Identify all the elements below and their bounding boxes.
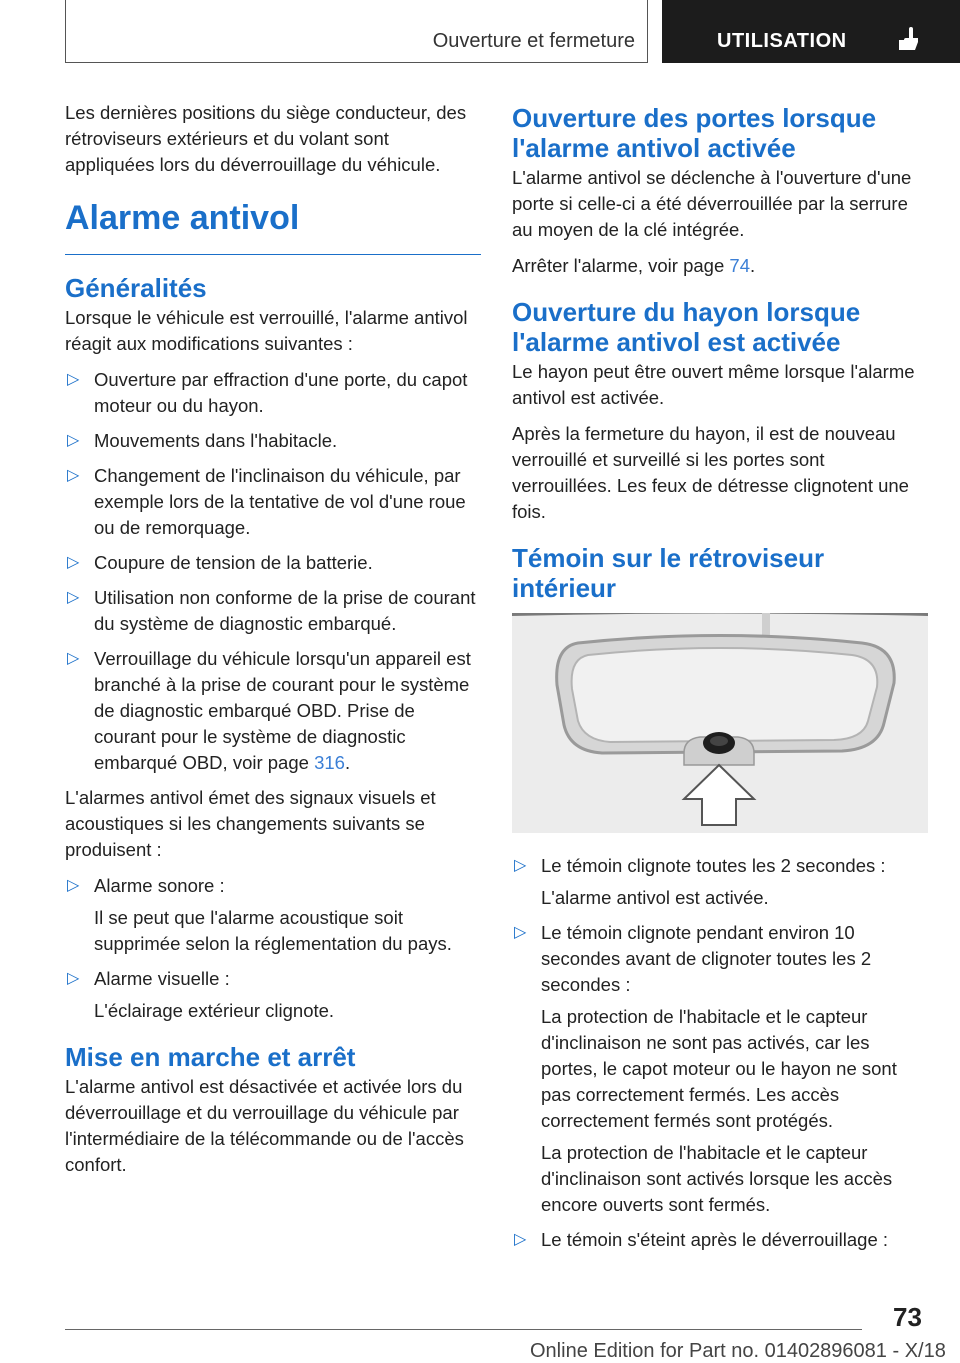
- list-item: ▷ Verrouillage du véhicule lorsqu'un appareil est branché à la prise de courant pour le système de diagnostic embarqué OBD. Prise de courant pour le système de diagnostic embarqué OBD, voir page 316.: [67, 648, 471, 773]
- item2-text-1: La protection de l'habitacle et le capteur d'inclinaison ne sont pas activés, car les portes, le capot moteur ou le hayon ne sont pas correctement fermés. Les accès correctement fermés sont protégés.: [541, 1006, 897, 1131]
- list-item: ▷ Le témoin clignote toutes les 2 secondes : L'alarme antivol est activée.: [512, 853, 928, 911]
- pointing-hand-icon: [895, 26, 921, 52]
- temoin-list: [512, 853, 928, 1253]
- intro-paragraph: Les dernières positions du siège conducteur, des rétroviseurs extérieurs et du volant sont appliquées lors du déverrouillage du véhicule.: [65, 102, 467, 175]
- page-link-74[interactable]: 74: [729, 255, 750, 276]
- heading-ouverture-portes: Ouverture des portes lorsque l'alarme antivol activée: [512, 103, 877, 163]
- header-chapter-tab: [662, 0, 960, 63]
- list-item: ▷ Le témoin clignote pendant environ 10 secondes avant de clignoter toutes les 2 secondes : La protection de l'habitacle et le capteur d'inclinaison ne sont pas activés, car les portes, le capot moteur ou le hayon ne sont pas correctement fermés. Les accès correctement fermés sont protégés. La protection de l'habitacle et le capteur d'inclinaison sont activés lorsque les accès encore ouverts sont fermés.: [512, 920, 928, 1218]
- heading-generalites: Généralités: [65, 273, 207, 303]
- list-item: ▷ Alarme sonore : Il se peut que l'alarme acoustique soit supprimée selon la réglementation du pays.: [65, 873, 481, 957]
- triangle-bullet-icon: ▷: [67, 467, 80, 484]
- triangle-bullet-icon: ▷: [67, 589, 80, 606]
- triangle-bullet-icon: ▷: [67, 877, 80, 894]
- hayon-text-1: Le hayon peut être ouvert même lorsque l'alarme antivol est activée.: [512, 361, 915, 408]
- footer-divider: [65, 1329, 862, 1330]
- triangle-bullet-icon: ▷: [67, 650, 80, 667]
- hayon-text-2: Après la fermeture du hayon, il est de nouveau verrouillé et surveillé si les portes sont verrouillées. Les feux de détresse clignotent une fois.: [512, 423, 909, 522]
- alarm-list: [65, 873, 481, 1024]
- list-item: ▷ Mouvements dans l'habitacle.: [65, 428, 481, 454]
- list-item: ▷ Alarme visuelle : L'éclairage extérieur clignote.: [65, 966, 481, 1024]
- modifications-list: [65, 367, 481, 776]
- heading-ouverture-hayon: Ouverture du hayon lorsque l'alarme antivol est activée: [512, 297, 861, 357]
- heading-temoin: Témoin sur le rétroviseur intérieur: [512, 543, 825, 603]
- triangle-bullet-icon: ▷: [67, 432, 80, 449]
- left-column: [65, 100, 481, 1188]
- right-column: [512, 100, 928, 1262]
- header-section-title: Ouverture et fermeture: [432, 30, 635, 52]
- triangle-bullet-icon: ▷: [514, 857, 527, 874]
- triangle-bullet-icon: ▷: [67, 554, 80, 571]
- item1-text: L'alarme antivol est activée.: [541, 887, 769, 908]
- alarm-visuelle-text: L'éclairage extérieur clignote.: [94, 1000, 335, 1021]
- triangle-bullet-icon: ▷: [67, 371, 80, 388]
- header-chapter-title: UTILISATION: [717, 30, 847, 52]
- signals-text: L'alarmes antivol émet des signaux visuels et acoustiques si les changements suivants se produisent :: [65, 787, 436, 860]
- mise-en-marche-text: L'alarme antivol est désactivée et activée lors du déverrouillage et du verrouillage du véhicule par l'intermédiaire de la télécommande ou de l'accès confort.: [65, 1076, 464, 1175]
- list-item: ▷ Changement de l'inclinaison du véhicule, par exemple lors de la tentative de vol d'une roue ou de remorquage.: [67, 465, 466, 538]
- item2-text-2: La protection de l'habitacle et le capteur d'inclinaison sont activés lorsque les accès encore ouverts sont fermés.: [541, 1142, 893, 1215]
- footer-edition-text: Online Edition for Part no. 01402896081 - X/18: [530, 1340, 946, 1362]
- heading-alarme-antivol: Alarme antivol: [65, 196, 481, 255]
- triangle-bullet-icon: ▷: [514, 1231, 527, 1248]
- page-link-316[interactable]: 316: [314, 752, 345, 773]
- stop-alarm-text: Arrêter l'alarme, voir page 74.: [512, 255, 756, 276]
- list-item: ▷ Coupure de tension de la batterie.: [65, 550, 481, 576]
- alarm-sonore-text: Il se peut que l'alarme acoustique soit supprimée selon la réglementation du pays.: [94, 907, 452, 954]
- generalites-text: Lorsque le véhicule est verrouillé, l'alarme antivol réagit aux modifications suivantes :: [65, 307, 468, 354]
- triangle-bullet-icon: ▷: [514, 924, 527, 941]
- header-section-box: [65, 0, 648, 63]
- list-item: ▷ Le témoin s'éteint après le déverrouillage :: [512, 1227, 928, 1253]
- rearview-mirror-illustration: [512, 613, 928, 833]
- list-item: ▷ Ouverture par effraction d'une porte, du capot moteur ou du hayon.: [67, 369, 468, 416]
- heading-mise-en-marche: Mise en marche et arrêt: [65, 1042, 356, 1072]
- page-number: 73: [893, 1302, 922, 1332]
- list-item: ▷ Utilisation non conforme de la prise de courant du système de diagnostic embarqué.: [67, 587, 476, 634]
- triangle-bullet-icon: ▷: [67, 970, 80, 987]
- portes-text: L'alarme antivol se déclenche à l'ouverture d'une porte si celle-ci a été déverrouillée par la serrure au moyen de la clé intégrée.: [512, 167, 912, 240]
